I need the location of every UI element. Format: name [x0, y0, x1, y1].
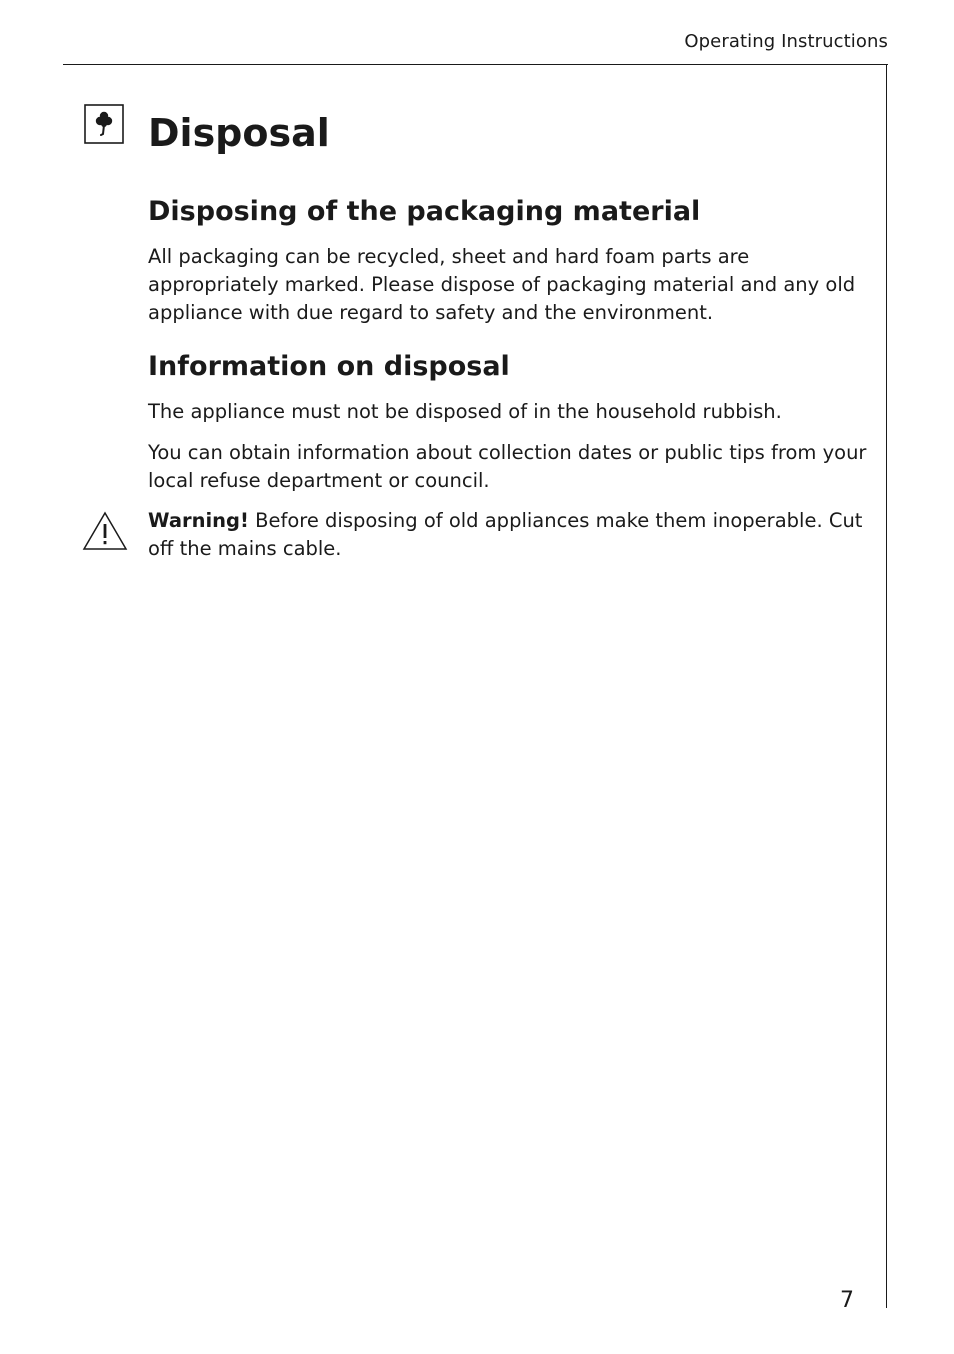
warning-label: Warning!: [148, 509, 249, 532]
right-margin-rule: [886, 64, 887, 1308]
page-number: 7: [840, 1288, 854, 1313]
warning-triangle-icon: [82, 510, 128, 552]
packaging-paragraph: All packaging can be recycled, sheet and hard foam parts are appropriately marked. Please dispose of packaging material and any old appliance with due regard to safety and the environment.: [148, 245, 856, 324]
header-rule: [63, 64, 888, 65]
disposal-paragraph-household: The appliance must not be disposed of in the household rubbish.: [148, 400, 782, 423]
disposal-paragraph-collection: You can obtain information about collection dates or public tips from your local refuse department or council.: [148, 441, 867, 492]
section-heading-disposal-info: Information on disposal: [148, 351, 510, 382]
section-heading-packaging: Disposing of the packaging material: [148, 196, 701, 227]
warning-text: Before disposing of old appliances make them inoperable. Cut off the mains cable.: [148, 509, 863, 560]
running-header: Operating Instructions: [684, 31, 888, 52]
warning-paragraph: [148, 507, 870, 563]
chapter-title: Disposal: [148, 111, 330, 155]
clover-recycling-icon: [84, 104, 124, 144]
